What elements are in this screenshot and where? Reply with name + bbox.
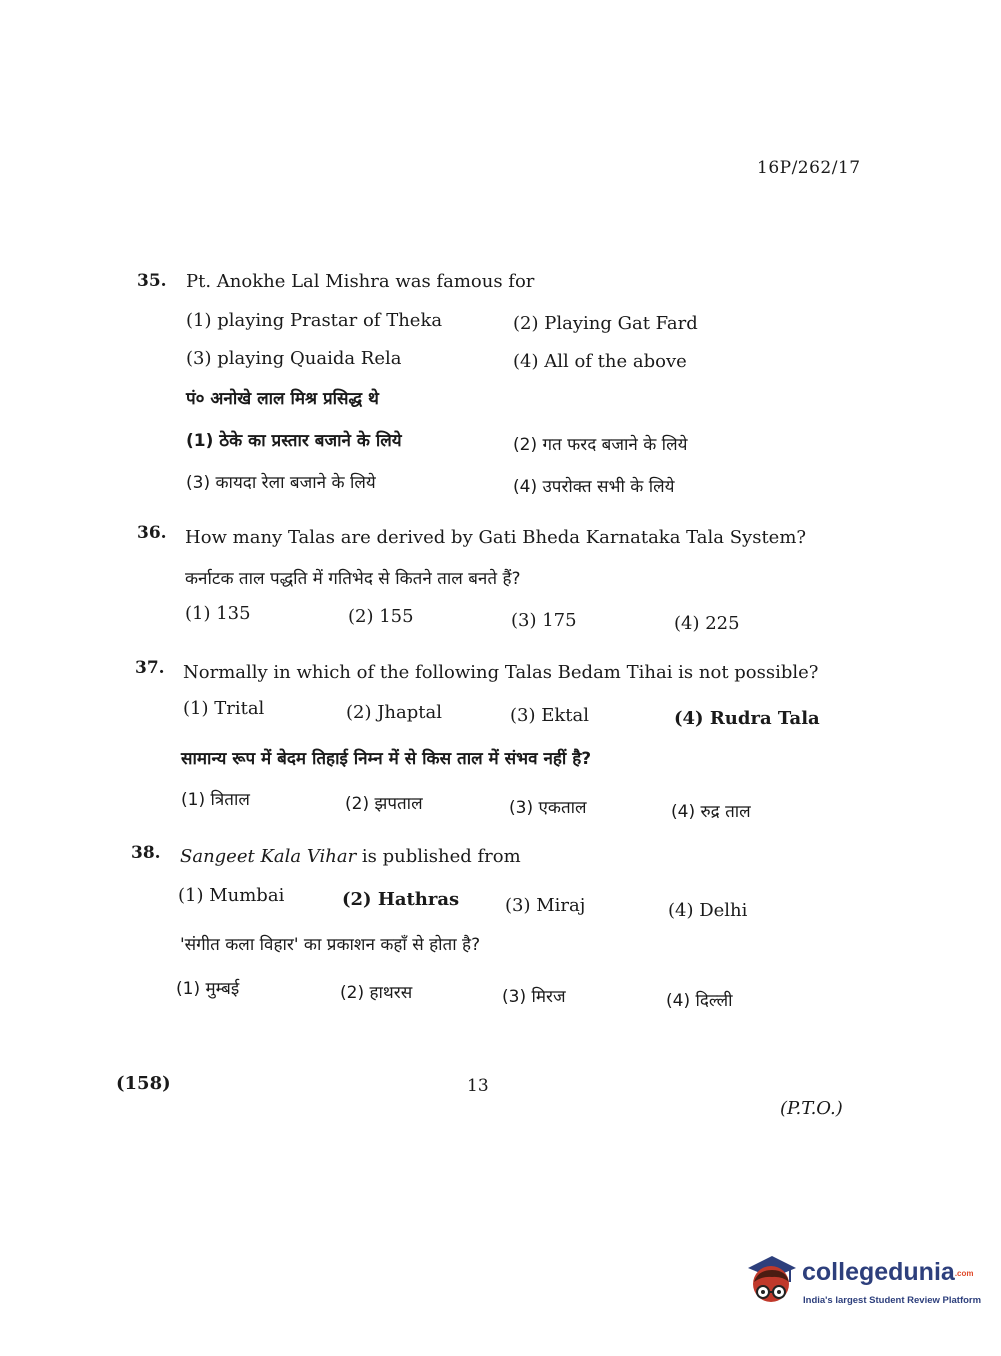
paper-code: 16P/262/17 [757,158,861,178]
publication-title: Sangeet Kala Vihar [180,846,357,867]
option-hindi: (2) हाथरस [340,983,413,1003]
option: (2) Playing Gat Fard [513,313,698,334]
option: (3) 175 [511,610,577,631]
option-hindi: (3) मिरज [502,987,566,1007]
question-text-hindi: पं० अनोखे लाल मिश्र प्रसिद्ध थे [186,389,379,409]
question-number: 36. [137,523,167,543]
option: (1) Mumbai [178,885,285,906]
option: (3) playing Quaida Rela [186,348,402,369]
pto-label: (P.T.O.) [780,1098,843,1119]
option: (1) 135 [185,603,251,624]
brand-suffix: .com [954,1268,974,1278]
option: (3) Ektal [510,705,589,726]
question-text: Normally in which of the following Talas Bedam Tihai is not possible? [183,662,819,683]
option-hindi: (1) मुम्बई [176,979,240,999]
option-hindi: (4) दिल्ली [666,991,733,1011]
option-hindi: (2) झपताल [345,794,423,814]
option: (4) 225 [674,613,740,634]
option-hindi: (2) गत फरद बजाने के लिये [513,435,688,455]
option: (2) Jhaptal [346,702,443,723]
brand-text: collegedunia [802,1258,955,1286]
question-number: 37. [135,658,165,678]
question-text [180,846,521,867]
question-number: 35. [137,271,167,291]
option: (2) 155 [348,606,414,627]
option: (3) Miraj [505,895,586,916]
option-hindi: (3) कायदा रेला बजाने के लिये [186,473,376,493]
question-text: Pt. Anokhe Lal Mishra was famous for [186,271,535,292]
option-hindi: (1) ठेके का प्रस्तार बजाने के लिये [186,431,402,451]
question-text: How many Talas are derived by Gati Bheda Karnataka Tala System? [185,527,807,548]
option: (4) All of the above [513,351,687,372]
page-number: 13 [467,1076,489,1096]
option: (2) Hathras [342,889,460,910]
mascot-icon [742,1252,800,1314]
booklet-code: (158) [116,1073,171,1094]
question-number: 38. [131,843,161,863]
option-hindi: (4) रुद्र ताल [671,802,751,822]
option: (4) Delhi [668,900,748,921]
question-text-hindi: सामान्य रूप में बेदम तिहाई निम्न में से किस ताल में संभव नहीं है? [181,749,592,769]
brand-name [802,1258,973,1287]
option-hindi: (3) एकताल [509,798,587,818]
option: (1) playing Prastar of Theka [186,310,443,331]
question-text-hindi: कर्नाटक ताल पद्धति में गतिभेद से कितने ताल बनते हैं? [185,569,521,589]
question-text-hindi: 'संगीत कला विहार' का प्रकाशन कहाँ से होता है? [180,935,481,955]
brand-tagline: India's largest Student Review Platform [803,1295,982,1306]
collegedunia-watermark [742,1252,982,1314]
option-hindi: (4) उपरोक्त सभी के लिये [513,477,675,497]
option-hindi: (1) त्रिताल [181,790,250,810]
question-text-rest: is published from [356,846,521,867]
option: (1) Trital [183,698,265,719]
option: (4) Rudra Tala [674,708,820,729]
